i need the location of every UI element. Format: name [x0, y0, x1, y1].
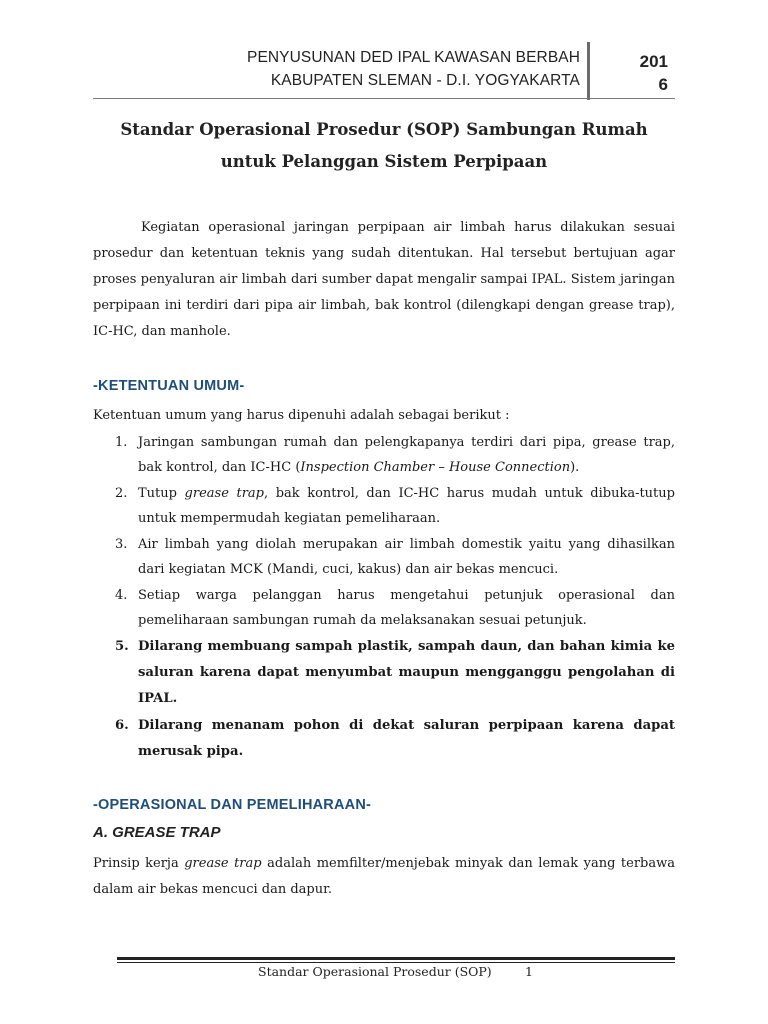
header-divider — [93, 98, 675, 99]
list-item-italic-text: grease trap — [184, 486, 264, 501]
footer-divider-thick — [117, 957, 675, 960]
list-item-text: Dilarang menanam pohon di dekat saluran perpipaan karena dapat merusak pipa. — [138, 718, 675, 759]
section-heading-ketentuan-umum: -KETENTUAN UMUM- — [93, 378, 245, 394]
list-item — [93, 583, 675, 633]
page-number: 1 — [525, 964, 533, 979]
list-item — [93, 532, 675, 582]
list-item-number: 5. — [115, 639, 129, 654]
list-item-text: Tutup — [138, 486, 185, 501]
ketentuan-list — [93, 430, 675, 766]
header-year — [606, 50, 668, 96]
list-item — [93, 634, 675, 712]
list-item-text: Setiap warga pelanggan harus mengetahui petunjuk operasional dan pemeliharaan sambungan rumah da melaksanakan sesuai petunjuk. — [138, 588, 675, 628]
document-title-line1: Standar Operasional Prosedur (SOP) Sambungan Rumah — [120, 120, 648, 139]
paragraph-text-end: adalah memfilter/menjebak minyak dan lemak yang terbawa dalam air bekas mencuci dan dapur. — [93, 856, 675, 897]
list-item-text: Jaringan sambungan rumah dan pelengkapanya terdiri dari pipa, grease trap, bak kontrol, dan IC-HC ( — [138, 435, 675, 475]
list-item-number: 6. — [115, 718, 129, 733]
section-heading-operasional: -OPERASIONAL DAN PEMELIHARAAN- — [93, 797, 372, 813]
list-item — [93, 713, 675, 765]
footer-text: Standar Operasional Prosedur (SOP) — [258, 964, 492, 979]
list-item-number: 4. — [115, 588, 128, 603]
list-item-text-end: ). — [570, 460, 580, 475]
list-item-number: 1. — [115, 435, 128, 450]
header-divider-vertical — [587, 42, 590, 100]
header-title — [200, 46, 580, 92]
header-title-line1: PENYUSUNAN DED IPAL KAWASAN BERBAH — [247, 49, 580, 66]
intro-paragraph: Kegiatan operasional jaringan perpipaan air limbah harus dilakukan sesuai prosedur dan ketentuan teknis yang sudah ditentukan. Hal tersebut bertujuan agar proses penyaluran air limbah dari sumber dapat mengalir sampai IPAL. Sistem jaringan perpipaan ini terdiri dari pipa air limbah, bak kontrol (dilengkapi dengan grease trap), IC-HC, dan manhole. — [93, 220, 675, 339]
document-title — [93, 114, 675, 178]
ketentuan-lead-text: Ketentuan umum yang harus dipenuhi adalah sebagai berikut : — [93, 408, 510, 423]
header-year-line2: 6 — [658, 75, 668, 94]
header-year-line1: 201 — [639, 52, 668, 71]
list-item — [93, 481, 675, 531]
list-item — [93, 430, 675, 480]
document-title-line2: untuk Pelanggan Sistem Perpipaan — [220, 152, 548, 171]
subheading-grease-trap: A. GREASE TRAP — [93, 824, 221, 841]
list-item-number: 2. — [115, 486, 128, 501]
paragraph-text: Prinsip kerja — [93, 856, 185, 871]
grease-trap-paragraph — [93, 851, 675, 903]
header-title-line2: KABUPATEN SLEMAN - D.I. YOGYAKARTA — [270, 72, 580, 89]
list-item-text-end: , bak kontrol, dan IC-HC harus mudah untuk dibuka-tutup untuk mempermudah kegiatan pemeliharaan. — [138, 486, 675, 526]
paragraph-italic-text: grease trap — [184, 856, 262, 871]
footer-divider-thin — [117, 962, 675, 963]
list-item-number: 3. — [115, 537, 128, 552]
list-item-text: Air limbah yang diolah merupakan air limbah domestik yaitu yang dihasilkan dari kegiatan MCK (Mandi, cuci, kakus) dan air bekas mencuci. — [138, 537, 675, 577]
list-item-italic-text: Inspection Chamber – House Connection — [300, 460, 571, 475]
list-item-text: Dilarang membuang sampah plastik, sampah daun, dan bahan kimia ke saluran karena dapat menyumbat maupun mengganggu pengolahan di IPAL. — [138, 639, 675, 706]
